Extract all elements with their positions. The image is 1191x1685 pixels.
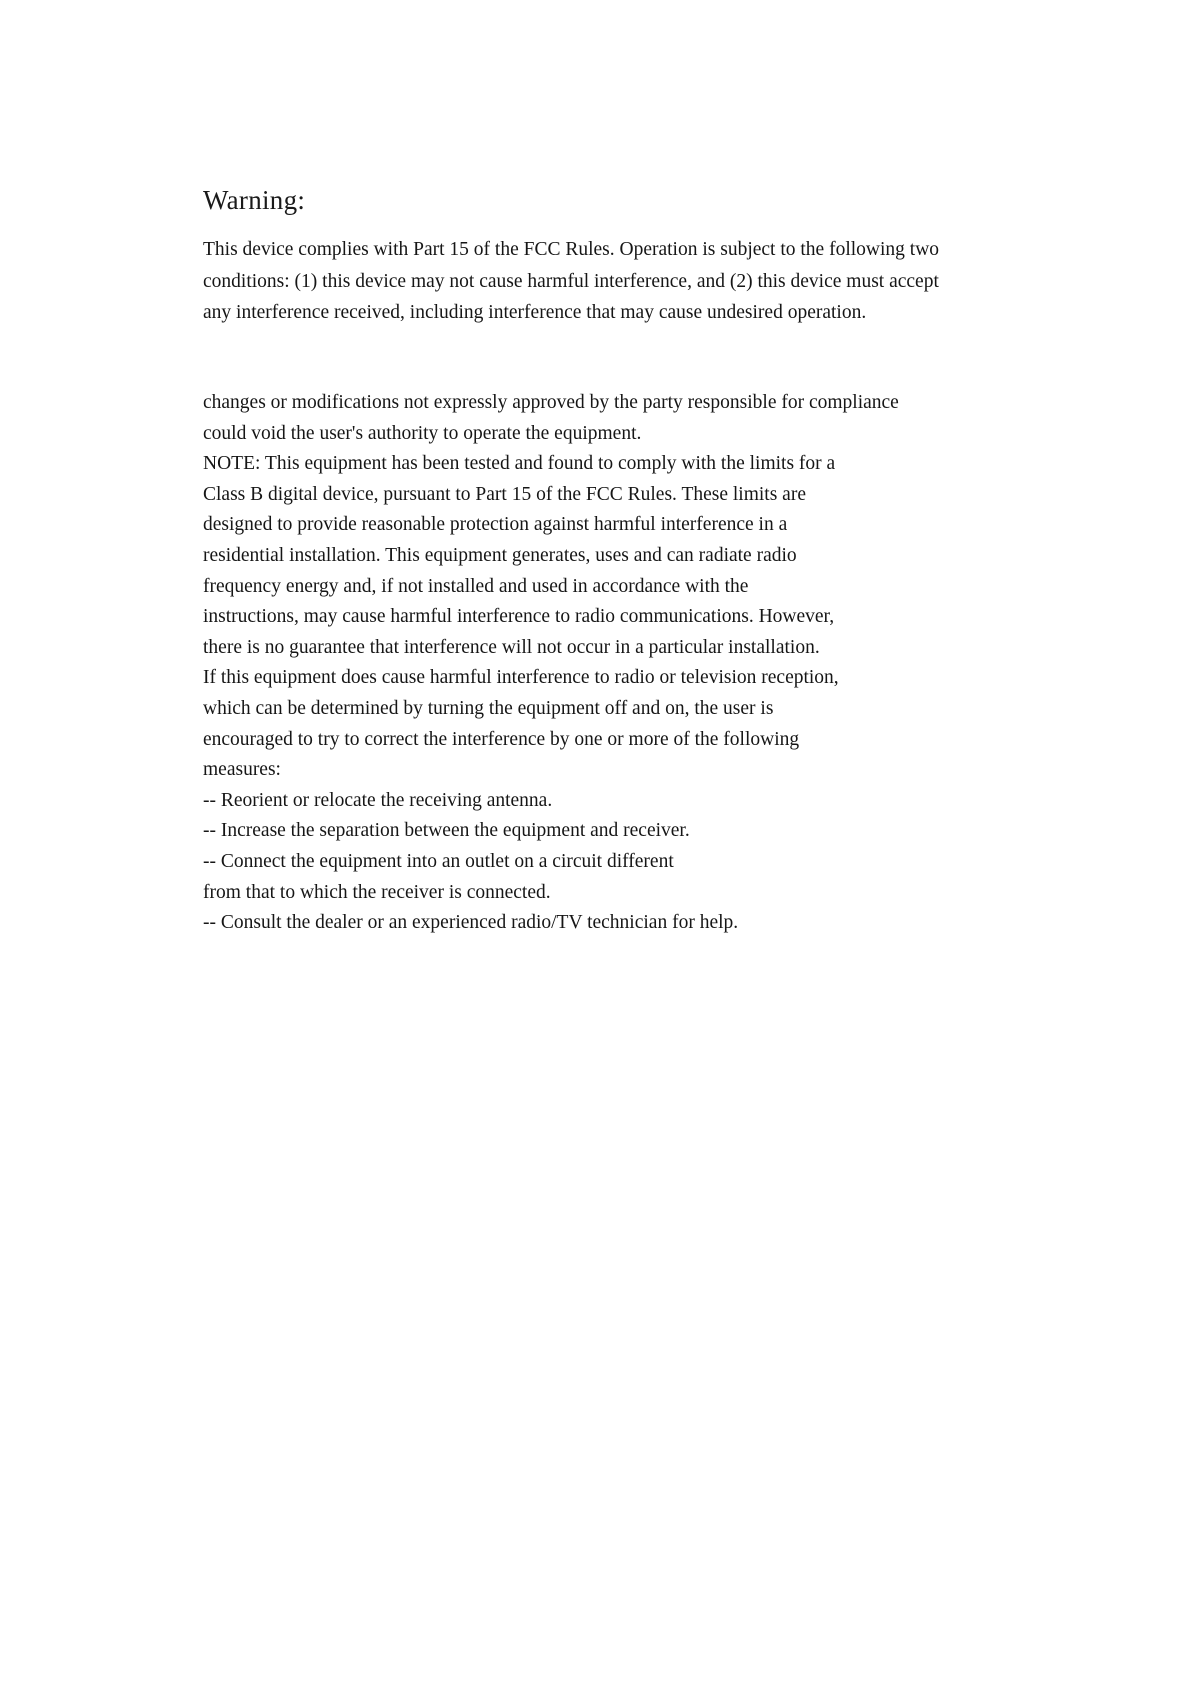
paragraph-line: If this equipment does cause harmful interference to radio or television reception, (203, 667, 839, 689)
list-item: -- Consult the dealer or an experienced radio/TV technician for help. (203, 912, 739, 934)
list-item: -- Increase the separation between the equipment and receiver. (203, 820, 690, 842)
paragraph-line: This device complies with Part 15 of the FCC Rules. Operation is subject to the following two (203, 239, 940, 260)
list-item: -- Connect the equipment into an outlet on a circuit different (203, 850, 674, 872)
paragraph-line: residential installation. This equipment generates, uses and can radiate radio (203, 544, 797, 566)
paragraph-line: instructions, may cause harmful interference to radio communications. However, (203, 606, 835, 628)
paragraph-line: designed to provide reasonable protection against harmful interference in a (203, 514, 788, 536)
paragraph-line: measures: (203, 759, 281, 781)
paragraph-line: frequency energy and, if not installed and used in accordance with the (203, 575, 749, 597)
paragraph-line: could void the user's authority to operate the equipment. (203, 422, 642, 444)
paragraph-line: which can be determined by turning the equipment off and on, the user is (203, 697, 774, 719)
fcc-note-paragraph (203, 388, 899, 939)
paragraph-line: Class B digital device, pursuant to Part 15 of the FCC Rules. These limits are (203, 483, 806, 505)
warning-heading: Warning: (203, 185, 306, 215)
paragraph-line: NOTE: This equipment has been tested and found to comply with the limits for a (203, 453, 836, 475)
paragraph-line: any interference received, including interference that may cause undesired operation. (203, 302, 867, 323)
paragraph-line: conditions: (1) this device may not cause harmful interference, and (2) this device must accept (203, 270, 939, 292)
paragraph-line: changes or modifications not expressly approved by the party responsible for compliance (203, 392, 899, 413)
list-item: -- Reorient or relocate the receiving antenna. (203, 789, 553, 811)
list-item-continuation: from that to which the receiver is connected. (203, 881, 551, 903)
paragraph-line: there is no guarantee that interference will not occur in a particular installation. (203, 636, 820, 658)
fcc-compliance-paragraph (203, 234, 939, 329)
paragraph-line: encouraged to try to correct the interference by one or more of the following (203, 728, 800, 750)
